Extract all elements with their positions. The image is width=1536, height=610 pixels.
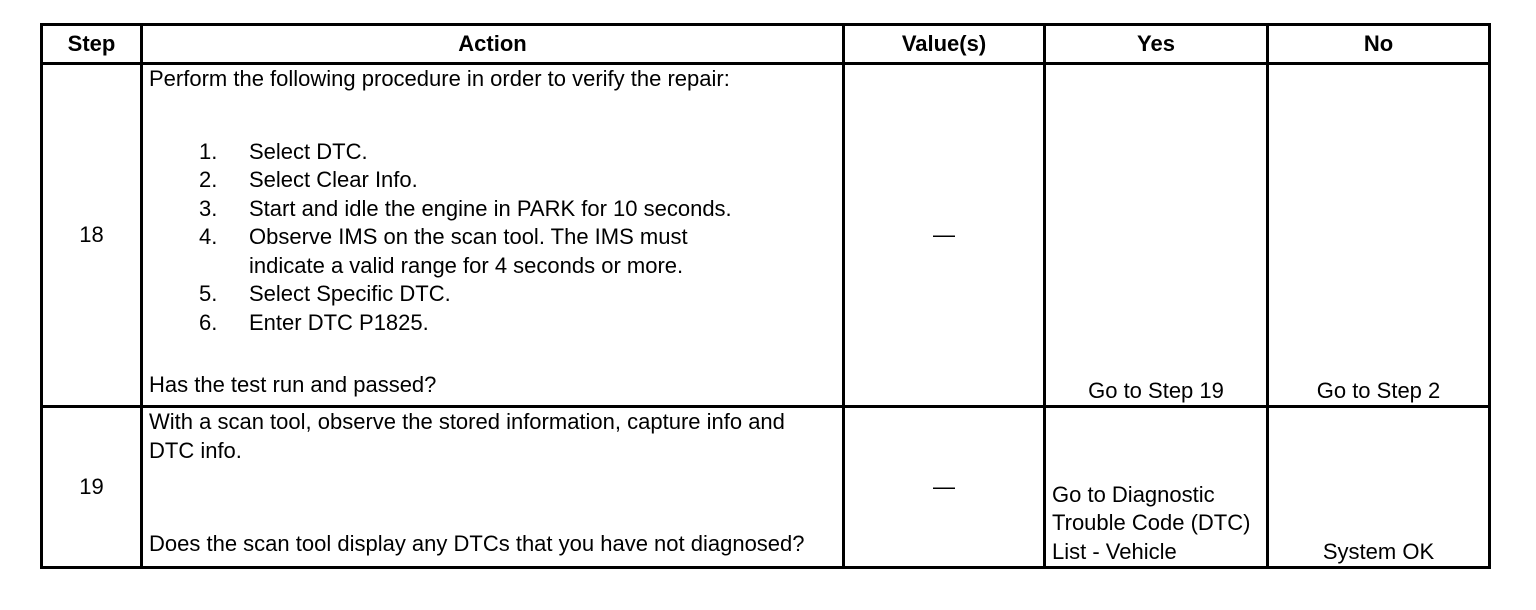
diagnostic-table	[40, 23, 1491, 569]
list-item-number: 6.	[199, 309, 218, 335]
step-number: 18	[42, 64, 142, 407]
header-no: No	[1268, 25, 1490, 64]
value-cell: —	[844, 407, 1045, 568]
action-intro: Perform the following procedure in order to verify the repair:	[149, 66, 730, 91]
list-item-text: Start and idle the engine in PARK for 10 seconds.	[249, 195, 732, 221]
no-link[interactable]: Go to Step 2	[1268, 64, 1490, 407]
list-item-text: Select Specific DTC.	[249, 281, 451, 306]
list-item-number: 4.	[199, 224, 218, 249]
header-values: Value(s)	[844, 25, 1045, 64]
table-row	[42, 64, 1490, 407]
step-number: 19	[42, 407, 142, 568]
action-intro: With a scan tool, observe the stored information, capture info and DTC info.	[149, 409, 785, 463]
list-item	[149, 309, 836, 338]
list-item	[149, 280, 836, 309]
list-item-number: 1.	[199, 138, 218, 164]
list-item-number: 3.	[199, 195, 218, 221]
no-result: System OK	[1268, 407, 1490, 568]
header-step: Step	[42, 25, 142, 64]
yes-link[interactable]: Go to Step 19	[1045, 64, 1268, 407]
action-cell	[142, 64, 844, 407]
value-cell: —	[844, 64, 1045, 407]
list-item-text: Select DTC.	[249, 138, 368, 164]
list-item-text: Observe IMS on the scan tool. The IMS must indicate a valid range for 4 seconds or more.	[249, 224, 688, 278]
list-item-text: Select Clear Info.	[249, 167, 418, 192]
list-item-text: Enter DTC P1825.	[249, 309, 429, 335]
action-question: Does the scan tool display any DTCs that you have not diagnosed?	[149, 530, 805, 556]
action-cell	[142, 407, 844, 568]
list-item	[149, 166, 836, 195]
list-item	[149, 223, 836, 280]
yes-link[interactable]: Go to Diagnostic Trouble Code (DTC) List - Vehicle	[1045, 407, 1268, 568]
list-item	[149, 138, 836, 167]
table-row	[42, 407, 1490, 568]
list-item	[149, 195, 836, 224]
procedure-list	[149, 138, 836, 338]
list-item-number: 5.	[199, 281, 218, 306]
list-item-number: 2.	[199, 167, 218, 192]
header-yes: Yes	[1045, 25, 1268, 64]
header-action: Action	[142, 25, 844, 64]
action-question: Has the test run and passed?	[149, 371, 437, 397]
header-row	[42, 25, 1490, 64]
